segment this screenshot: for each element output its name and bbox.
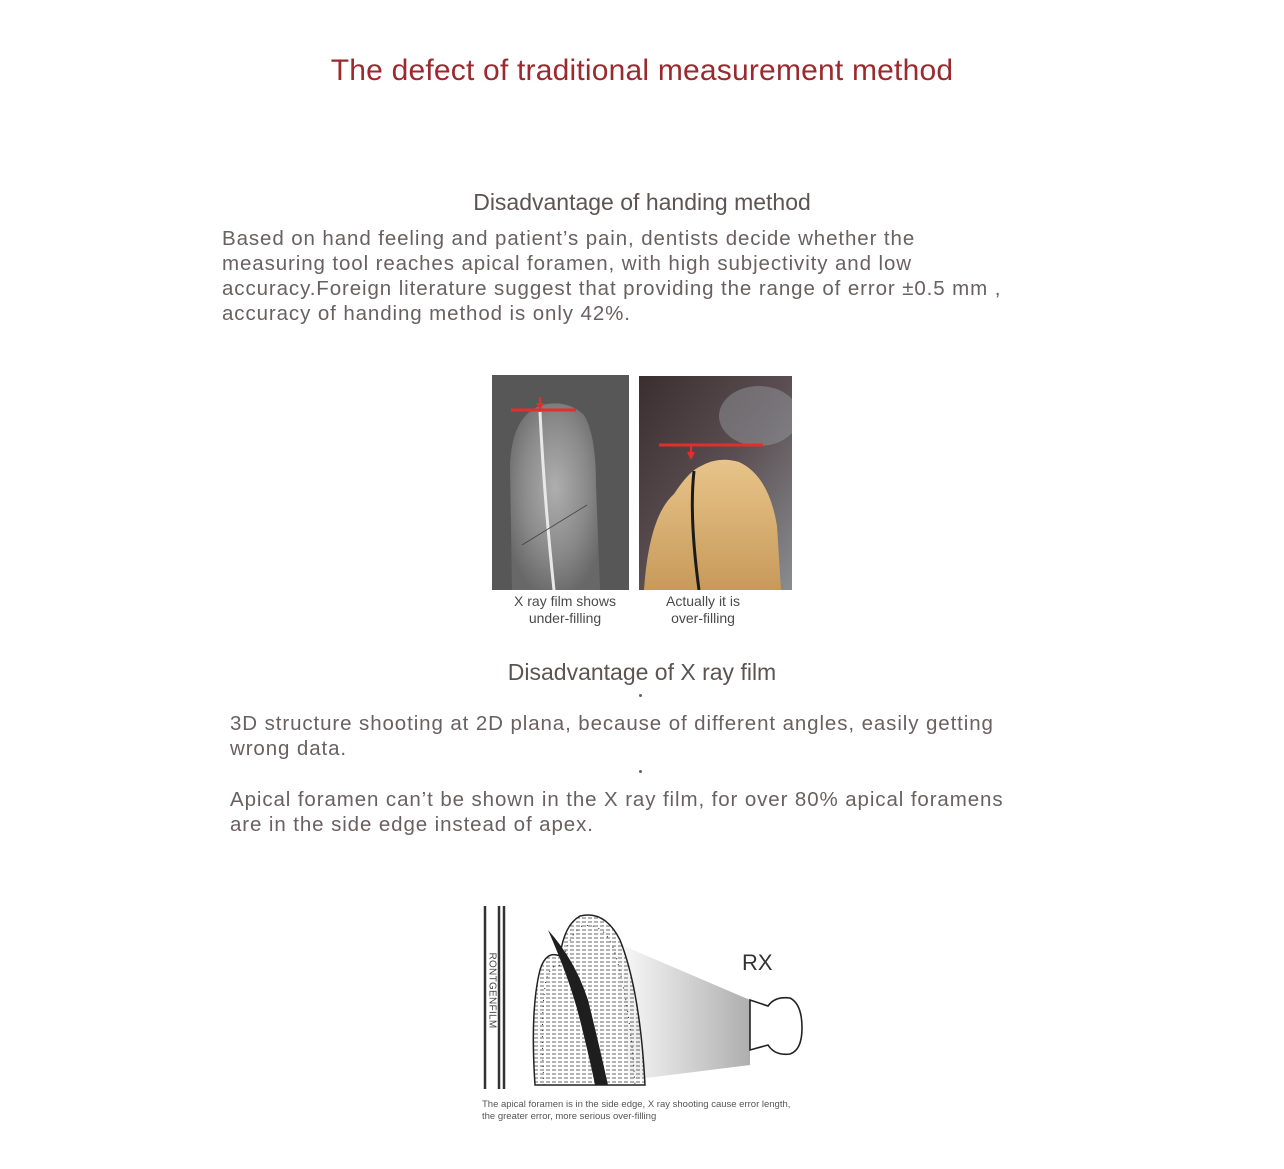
caption-line: Actually it is bbox=[666, 593, 740, 609]
diagram-caption bbox=[482, 1099, 790, 1122]
text-line: Apical foramen can’t be shown in the X ray film, for over 80% apical foramens bbox=[230, 788, 1004, 811]
xray-point-2 bbox=[230, 787, 1003, 837]
tooth-photo-image bbox=[639, 376, 792, 590]
caption-line: over-filling bbox=[671, 610, 735, 626]
film-label-container bbox=[482, 940, 502, 1050]
text-line: measuring tool reaches apical foramen, with high subjectivity and low bbox=[222, 252, 912, 275]
page-title: The defect of traditional measurement method bbox=[330, 54, 954, 87]
xray-diagram bbox=[480, 900, 810, 1095]
bullet-dot bbox=[639, 770, 642, 773]
text-line: 3D structure shooting at 2D plana, because of different angles, easily getting bbox=[230, 712, 994, 735]
caption-line: The apical foramen is in the side edge, X ray shooting cause error length, bbox=[482, 1099, 791, 1110]
film-label: RONTGENFILM bbox=[486, 952, 498, 1029]
xray-film-image bbox=[492, 375, 629, 590]
section-heading-xray-film: Disadvantage of X ray film bbox=[507, 659, 777, 685]
text-line: accuracy of handing method is only 42%. bbox=[222, 302, 631, 325]
photo-caption bbox=[632, 593, 774, 627]
handing-method-paragraph bbox=[222, 226, 1001, 326]
text-line: Based on hand feeling and patient’s pain, dentists decide whether the bbox=[222, 227, 916, 250]
section-heading-handing-method: Disadvantage of handing method bbox=[473, 189, 811, 215]
rx-label: RX bbox=[742, 950, 773, 975]
bullet-dot bbox=[639, 694, 642, 697]
text-line: accuracy.Foreign literature suggest that providing the range of error ±0.5 mm , bbox=[222, 277, 1002, 300]
caption-line: X ray film shows bbox=[514, 593, 616, 609]
xray-caption bbox=[494, 593, 636, 627]
text-line: wrong data. bbox=[230, 737, 348, 760]
caption-line: under-filling bbox=[528, 610, 602, 626]
caption-line: the greater error, more serious over-filling bbox=[482, 1110, 657, 1122]
xray-point-1 bbox=[230, 711, 994, 761]
text-line: are in the side edge instead of apex. bbox=[230, 813, 594, 836]
